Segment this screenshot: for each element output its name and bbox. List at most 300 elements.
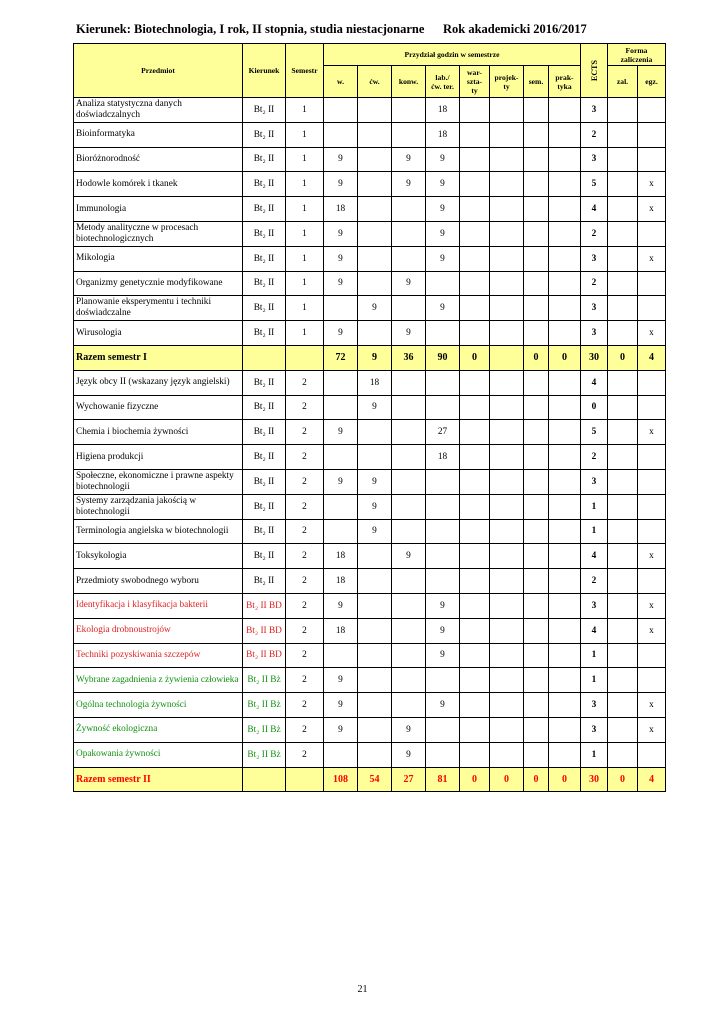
table-row: [74, 271, 666, 296]
war-cell: [460, 445, 490, 470]
lab-cell: 9: [426, 618, 460, 643]
lab-cell: 18: [426, 445, 460, 470]
proj-cell: [490, 147, 524, 172]
kierunek-cell: Bt₂ II BD: [243, 618, 286, 643]
prak-cell: [549, 519, 581, 544]
kierunek-cell: Bt₂ II: [243, 221, 286, 246]
semestr-cell: 1: [286, 221, 324, 246]
proj-cell: [490, 271, 524, 296]
kierunek-cell: Bt₂ II Bż: [243, 742, 286, 767]
lab-cell: [426, 668, 460, 693]
semestr-cell: 2: [286, 742, 324, 767]
prak-total: 0: [549, 345, 581, 370]
semestr-cell: 2: [286, 668, 324, 693]
table-row: [74, 197, 666, 222]
table-row: [74, 370, 666, 395]
lab-cell: 9: [426, 246, 460, 271]
proj-cell: [490, 569, 524, 594]
cw-cell: [358, 197, 392, 222]
konw-cell: [392, 296, 426, 321]
zal-cell: [608, 742, 638, 767]
ects-cell: 3: [581, 147, 608, 172]
prak-cell: [549, 420, 581, 445]
konw-cell: [392, 519, 426, 544]
document-title: Kierunek: Biotechnologia, I rok, II stopnia, studia niestacjonarne: [76, 22, 425, 36]
subject-name: Opakowania żywności: [74, 742, 243, 767]
w-cell: 9: [324, 693, 358, 718]
prak-total: 0: [549, 767, 581, 792]
w-cell: 9: [324, 717, 358, 742]
egz-cell: [638, 271, 666, 296]
cw-cell: [358, 246, 392, 271]
kierunek-cell: Bt₂ II: [243, 370, 286, 395]
prak-cell: [549, 172, 581, 197]
egz-cell: x: [638, 618, 666, 643]
lab-cell: [426, 519, 460, 544]
lab-cell: 9: [426, 593, 460, 618]
lab-total: 81: [426, 767, 460, 792]
proj-cell: [490, 469, 524, 494]
ects-cell: 2: [581, 122, 608, 147]
cw-cell: [358, 147, 392, 172]
proj-cell: [490, 668, 524, 693]
zal-cell: [608, 668, 638, 693]
table-row: [74, 246, 666, 271]
egz-cell: [638, 643, 666, 668]
w-cell: 9: [324, 420, 358, 445]
sem-cell: [524, 197, 549, 222]
col-warsztaty: war- szta- ty: [460, 66, 490, 98]
zal-cell: [608, 693, 638, 718]
konw-cell: 9: [392, 321, 426, 346]
sem-total: 0: [524, 345, 549, 370]
konw-cell: [392, 395, 426, 420]
subject-name: Terminologia angielska w biotechnologii: [74, 519, 243, 544]
zal-cell: [608, 593, 638, 618]
semestr-cell: 1: [286, 122, 324, 147]
w-cell: [324, 296, 358, 321]
ects-cell: 1: [581, 668, 608, 693]
sem-cell: [524, 420, 549, 445]
table-row: [74, 569, 666, 594]
table-row: [74, 296, 666, 321]
sem-cell: [524, 296, 549, 321]
cw-cell: [358, 445, 392, 470]
lab-cell: 27: [426, 420, 460, 445]
kierunek-cell: Bt₂ II: [243, 246, 286, 271]
lab-cell: 9: [426, 147, 460, 172]
zal-cell: [608, 643, 638, 668]
egz-cell: [638, 494, 666, 519]
war-cell: [460, 172, 490, 197]
table-row: [74, 593, 666, 618]
war-cell: [460, 618, 490, 643]
w-cell: 9: [324, 221, 358, 246]
subject-name: Mikologia: [74, 246, 243, 271]
lab-cell: 9: [426, 221, 460, 246]
proj-cell: [490, 742, 524, 767]
semestr-cell: [286, 767, 324, 792]
egz-cell: [638, 147, 666, 172]
konw-cell: [392, 221, 426, 246]
subject-name: Analiza statystyczna danych doświadczalnych: [74, 98, 243, 123]
egz-cell: x: [638, 321, 666, 346]
zal-cell: [608, 246, 638, 271]
konw-cell: [392, 445, 426, 470]
zal-cell: [608, 370, 638, 395]
war-cell: [460, 717, 490, 742]
cw-cell: 9: [358, 494, 392, 519]
sem-cell: [524, 519, 549, 544]
cw-cell: [358, 544, 392, 569]
kierunek-cell: Bt₂ II Bż: [243, 717, 286, 742]
kierunek-cell: Bt₂ II BD: [243, 643, 286, 668]
zal-cell: [608, 197, 638, 222]
col-przydzial: Przydział godzin w semestrze: [324, 44, 581, 66]
egz-cell: [638, 98, 666, 123]
cw-cell: [358, 618, 392, 643]
war-cell: [460, 693, 490, 718]
lab-cell: [426, 569, 460, 594]
war-total: 0: [460, 345, 490, 370]
subject-name: Identyfikacja i klasyfikacja bakterii: [74, 593, 243, 618]
zal-cell: [608, 618, 638, 643]
prak-cell: [549, 221, 581, 246]
subject-name: Immunologia: [74, 197, 243, 222]
konw-cell: [392, 593, 426, 618]
w-cell: 18: [324, 618, 358, 643]
ects-cell: 3: [581, 98, 608, 123]
cw-total: 9: [358, 345, 392, 370]
cw-cell: [358, 569, 392, 594]
zal-cell: [608, 271, 638, 296]
prak-cell: [549, 122, 581, 147]
proj-cell: [490, 370, 524, 395]
prak-cell: [549, 717, 581, 742]
konw-cell: [392, 420, 426, 445]
kierunek-cell: Bt₂ II: [243, 569, 286, 594]
table-row: [74, 643, 666, 668]
table-row: [74, 742, 666, 767]
proj-cell: [490, 519, 524, 544]
lab-cell: 18: [426, 122, 460, 147]
table-row: [74, 717, 666, 742]
semestr-cell: 2: [286, 469, 324, 494]
egz-cell: [638, 395, 666, 420]
ects-cell: 3: [581, 693, 608, 718]
konw-cell: [392, 643, 426, 668]
prak-cell: [549, 668, 581, 693]
semestr-cell: 2: [286, 569, 324, 594]
subject-name: Higiena produkcji: [74, 445, 243, 470]
w-cell: 9: [324, 147, 358, 172]
proj-cell: [490, 420, 524, 445]
proj-cell: [490, 172, 524, 197]
kierunek-cell: Bt₂ II: [243, 395, 286, 420]
konw-cell: 9: [392, 544, 426, 569]
zal-cell: [608, 172, 638, 197]
semestr-cell: 2: [286, 370, 324, 395]
proj-cell: [490, 321, 524, 346]
kierunek-cell: Bt₂ II Bż: [243, 668, 286, 693]
subject-name: Wirusologia: [74, 321, 243, 346]
kierunek-cell: Bt₂ II Bż: [243, 693, 286, 718]
egz-cell: x: [638, 544, 666, 569]
cw-cell: [358, 122, 392, 147]
egz-cell: x: [638, 197, 666, 222]
proj-cell: [490, 544, 524, 569]
war-cell: [460, 122, 490, 147]
ects-cell: 3: [581, 296, 608, 321]
lab-cell: [426, 494, 460, 519]
table-row: [74, 445, 666, 470]
cw-cell: 18: [358, 370, 392, 395]
prak-cell: [549, 246, 581, 271]
semestr-cell: 2: [286, 544, 324, 569]
konw-cell: [392, 246, 426, 271]
egz-cell: [638, 296, 666, 321]
col-forma: Forma zaliczenia: [608, 44, 666, 66]
lab-cell: 18: [426, 98, 460, 123]
war-cell: [460, 147, 490, 172]
sem-cell: [524, 469, 549, 494]
semestr-cell: 2: [286, 494, 324, 519]
prak-cell: [549, 147, 581, 172]
konw-total: 36: [392, 345, 426, 370]
semestr-cell: 2: [286, 519, 324, 544]
sem-cell: [524, 221, 549, 246]
konw-total: 27: [392, 767, 426, 792]
war-cell: [460, 370, 490, 395]
prak-cell: [549, 693, 581, 718]
lab-cell: [426, 544, 460, 569]
subject-name: Wychowanie fizyczne: [74, 395, 243, 420]
subject-name: Wybrane zagadnienia z żywienia człowieka: [74, 668, 243, 693]
table-row: [74, 98, 666, 123]
semestr-cell: 2: [286, 395, 324, 420]
subject-name: Bioróżnorodność: [74, 147, 243, 172]
w-cell: 18: [324, 569, 358, 594]
zal-cell: [608, 494, 638, 519]
egz-cell: [638, 742, 666, 767]
kierunek-cell: Bt₂ II: [243, 122, 286, 147]
col-w: w.: [324, 66, 358, 98]
konw-cell: 9: [392, 172, 426, 197]
semestr-cell: 2: [286, 693, 324, 718]
war-cell: [460, 321, 490, 346]
subject-name: Społeczne, ekonomiczne i prawne aspekty biotechnologii: [74, 469, 243, 494]
ects-total: 30: [581, 345, 608, 370]
proj-cell: [490, 643, 524, 668]
subject-name: Bioinformatyka: [74, 122, 243, 147]
cw-total: 54: [358, 767, 392, 792]
zal-cell: [608, 420, 638, 445]
egz-cell: [638, 122, 666, 147]
table-row: [74, 469, 666, 494]
proj-cell: [490, 246, 524, 271]
war-cell: [460, 420, 490, 445]
ects-cell: 1: [581, 519, 608, 544]
egz-cell: [638, 569, 666, 594]
col-konw: konw.: [392, 66, 426, 98]
lab-cell: [426, 395, 460, 420]
prak-cell: [549, 569, 581, 594]
prak-cell: [549, 593, 581, 618]
w-cell: [324, 742, 358, 767]
konw-cell: [392, 122, 426, 147]
cw-cell: [358, 593, 392, 618]
table-row: [74, 668, 666, 693]
subject-name: Systemy zarządzania jakością w biotechnologii: [74, 494, 243, 519]
proj-cell: [490, 693, 524, 718]
ects-cell: 4: [581, 618, 608, 643]
sem-cell: [524, 717, 549, 742]
zal-total: 0: [608, 767, 638, 792]
war-cell: [460, 98, 490, 123]
semestr-cell: 1: [286, 296, 324, 321]
zal-cell: [608, 122, 638, 147]
war-cell: [460, 221, 490, 246]
summary-row: [74, 345, 666, 370]
cw-cell: [358, 717, 392, 742]
subject-name: Toksykologia: [74, 544, 243, 569]
war-total: 0: [460, 767, 490, 792]
w-cell: 9: [324, 246, 358, 271]
semestr-cell: 2: [286, 643, 324, 668]
summary-label: Razem semestr I: [74, 345, 243, 370]
ects-cell: 2: [581, 445, 608, 470]
table-row: [74, 147, 666, 172]
w-cell: [324, 445, 358, 470]
konw-cell: [392, 370, 426, 395]
sem-total: 0: [524, 767, 549, 792]
subject-name: Ekologia drobnoustrojów: [74, 618, 243, 643]
sem-cell: [524, 271, 549, 296]
konw-cell: [392, 197, 426, 222]
ects-cell: 3: [581, 321, 608, 346]
col-semestr: Semestr: [286, 44, 324, 98]
lab-total: 90: [426, 345, 460, 370]
lab-cell: 9: [426, 693, 460, 718]
w-cell: 9: [324, 271, 358, 296]
konw-cell: [392, 469, 426, 494]
w-cell: [324, 122, 358, 147]
sem-cell: [524, 246, 549, 271]
ects-cell: 5: [581, 172, 608, 197]
kierunek-cell: Bt₂ II: [243, 420, 286, 445]
table-row: [74, 395, 666, 420]
zal-cell: [608, 147, 638, 172]
prak-cell: [549, 395, 581, 420]
proj-cell: [490, 445, 524, 470]
egz-total: 4: [638, 767, 666, 792]
lab-cell: 9: [426, 197, 460, 222]
egz-cell: x: [638, 717, 666, 742]
cw-cell: [358, 98, 392, 123]
cw-cell: [358, 693, 392, 718]
prak-cell: [549, 271, 581, 296]
war-cell: [460, 246, 490, 271]
prak-cell: [549, 445, 581, 470]
war-cell: [460, 593, 490, 618]
egz-total: 4: [638, 345, 666, 370]
subject-name: Język obcy II (wskazany język angielski): [74, 370, 243, 395]
semestr-cell: [286, 345, 324, 370]
konw-cell: [392, 98, 426, 123]
semestr-cell: 1: [286, 321, 324, 346]
lab-cell: [426, 469, 460, 494]
cw-cell: [358, 221, 392, 246]
w-cell: [324, 494, 358, 519]
w-cell: 18: [324, 544, 358, 569]
kierunek-cell: Bt₂ II: [243, 296, 286, 321]
prak-cell: [549, 544, 581, 569]
semestr-cell: 1: [286, 147, 324, 172]
zal-cell: [608, 519, 638, 544]
sem-cell: [524, 643, 549, 668]
table-row: [74, 420, 666, 445]
semestr-cell: 2: [286, 618, 324, 643]
col-ects: ECTS: [581, 44, 608, 98]
table-row: [74, 618, 666, 643]
konw-cell: 9: [392, 742, 426, 767]
war-cell: [460, 197, 490, 222]
konw-cell: [392, 668, 426, 693]
egz-cell: [638, 221, 666, 246]
academic-year: Rok akademicki 2016/2017: [443, 22, 587, 36]
cw-cell: [358, 668, 392, 693]
semestr-cell: 1: [286, 172, 324, 197]
col-przedmiot: Przedmiot: [74, 44, 243, 98]
cw-cell: 9: [358, 519, 392, 544]
proj-cell: [490, 122, 524, 147]
proj-cell: [490, 593, 524, 618]
prak-cell: [549, 98, 581, 123]
egz-cell: x: [638, 693, 666, 718]
kierunek-cell: Bt₂ II: [243, 469, 286, 494]
semestr-cell: 1: [286, 271, 324, 296]
col-projekty: projek- ty: [490, 66, 524, 98]
ects-cell: 5: [581, 420, 608, 445]
table-row: [74, 122, 666, 147]
war-cell: [460, 544, 490, 569]
w-cell: 9: [324, 172, 358, 197]
zal-cell: [608, 569, 638, 594]
table-row: [74, 544, 666, 569]
lab-cell: [426, 717, 460, 742]
egz-cell: x: [638, 420, 666, 445]
subject-name: Organizmy genetycznie modyfikowane: [74, 271, 243, 296]
ects-cell: 4: [581, 370, 608, 395]
kierunek-cell: Bt₂ II: [243, 321, 286, 346]
ects-cell: 1: [581, 494, 608, 519]
sem-cell: [524, 569, 549, 594]
war-cell: [460, 519, 490, 544]
w-cell: [324, 643, 358, 668]
sem-cell: [524, 122, 549, 147]
prak-cell: [549, 296, 581, 321]
war-cell: [460, 569, 490, 594]
ects-cell: 1: [581, 742, 608, 767]
kierunek-cell: [243, 345, 286, 370]
zal-cell: [608, 296, 638, 321]
semestr-cell: 1: [286, 246, 324, 271]
ects-total: 30: [581, 767, 608, 792]
ects-cell: 3: [581, 593, 608, 618]
proj-total: 0: [490, 767, 524, 792]
prak-cell: [549, 370, 581, 395]
proj-cell: [490, 717, 524, 742]
